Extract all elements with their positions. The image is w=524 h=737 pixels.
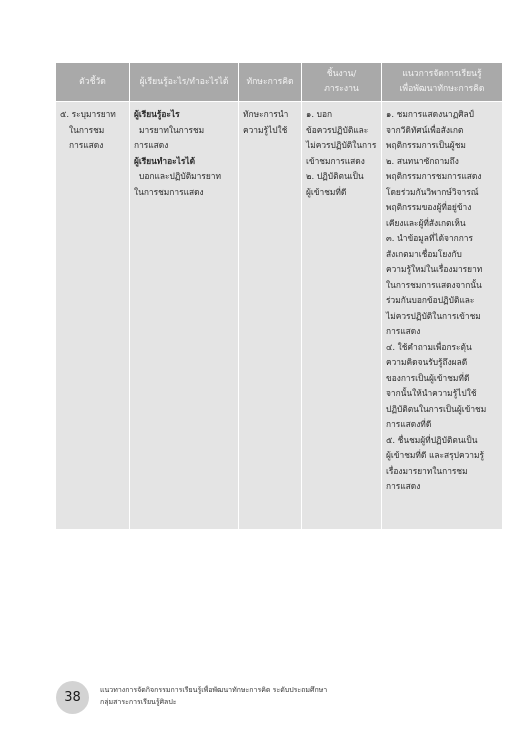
indicator-line: ในการชม [69,124,105,135]
guide-line: ๕. ชื่นชมผู้ที่ปฏิบัติตนเป็น [386,434,478,445]
footer-title: แนวทางการจัดกิจกรรมการเรียนรู้เพื่อพัฒนาทักษะการคิด ระดับประถมศึกษา [100,686,328,694]
guide-line: การแสดงที่ดี [386,419,432,429]
guide-line: พฤติกรรมของผู้ที่อยู่ข้าง [386,202,472,212]
header-knowledge-label: ผู้เรียนรู้อะไร/ทำอะไรได้ [139,76,229,87]
guide-line: จากวีดิทัศน์เพื่อสังเกต [386,124,464,135]
guide-line: ๔. ใช้คำถามเพื่อกระตุ้น [386,341,472,352]
indicator-line: การแสดง [69,140,104,150]
guide-line: โดยร่วมกันวิพากษ์วิจารณ์ [386,186,479,197]
guide-line: ของการเป็นผู้เข้าชมที่ดี [386,372,470,383]
guide-line: เคียงและผู้ที่สังเกตเห็น [386,217,466,228]
header-work-line: ชิ้นงาน/ [326,69,357,79]
work-line: ไม่ควรปฏิบัติในการ [306,140,377,150]
knowledge-line: มารยาทในการชม [139,124,205,135]
guide-line: พฤติกรรมการชมการแสดง [386,171,482,181]
header-guide-line: แนวการจัดการเรียนรู้ [402,69,482,79]
guide-line: ความรู้ใหม่ในเรื่องมารยาท [386,264,483,274]
cell-indicator [56,102,130,530]
work-line: ข้อควรปฏิบัติและ [306,124,369,135]
guide-line: การแสดง [386,326,421,336]
guide-line: ร่วมกันบอกข้อปฏิบัติและ [386,295,475,305]
page-number: 38 [64,690,81,705]
skill-line: ในการชมการแสดง [134,186,204,197]
header-work-line: ภาระงาน [324,84,359,94]
guide-line: ๑. ชมการแสดงนาฏศิลป์ [386,109,474,119]
work-line: ผู้เข้าชมที่ดี [306,186,347,197]
guide-line: ผู้เข้าชมที่ดี และสรุปความรู้ [386,450,485,460]
header-indicator-label: ตัวชี้วัด [79,76,106,87]
guide-line: ๓. นำข้อมูลที่ได้จากการ [386,233,474,243]
guide-line: ไม่ควรปฏิบัติในการเข้าชม [386,310,481,321]
header-thinking-skill [239,63,302,102]
knowledge-line: การแสดง [134,140,169,150]
thinking-skill-line: ความรู้ไปใช้ [243,124,288,135]
cell-knowledge [130,102,239,530]
guide-line: จากนั้นให้นำความรู้ไปใช้ [386,388,477,398]
header-thinking-skill-label: ทักษะการคิด [246,76,294,87]
work-line: ๑. บอก [306,109,333,119]
cell-thinking-skill [239,102,302,530]
table-row [56,102,502,530]
header-knowledge [130,63,239,102]
header-guide [382,63,503,102]
work-line: เข้าชมการแสดง [306,155,365,166]
thinking-skill-line: ทักษะการนำ [243,109,289,119]
guide-line: ความคิดจนรับรู้ถึงผลดี [386,357,468,367]
cell-work [302,102,382,530]
guide-line: ในการชมการแสดงจากนั้น [386,279,482,290]
guide-line: สังเกตมาเชื่อมโยงกับ [386,248,462,259]
guide-line: เรื่องมารยาทในการชม [386,465,468,476]
running-footer [100,684,327,708]
indicator-line: ๕. ระบุมารยาท [60,109,116,119]
header-work [302,63,382,102]
guide-line: ๒. สนทนาซักถามถึง [386,155,459,166]
table-header-row [56,63,502,102]
guide-line: พฤติกรรมการเป็นผู้ชม [386,140,466,150]
guide-line: ปฏิบัติตนในการเป็นผู้เข้าชม [386,403,487,414]
header-guide-line: เพื่อพัฒนาทักษะการคิด [399,84,485,94]
guide-line: การแสดง [386,481,421,491]
work-line: ๒. ปฏิบัติตนเป็น [306,171,364,181]
knowledge-title: ผู้เรียนรู้อะไร [134,109,180,119]
learning-plan-table [56,63,502,529]
footer-subtitle: กลุ่มสาระการเรียนรู้ศิลปะ [100,698,177,706]
skill-title: ผู้เรียนทำอะไรได้ [134,155,196,166]
skill-line: บอกและปฏิบัติมารยาท [139,171,221,181]
header-indicator [56,63,130,102]
cell-guide [382,102,503,530]
page-number-badge [56,681,89,714]
